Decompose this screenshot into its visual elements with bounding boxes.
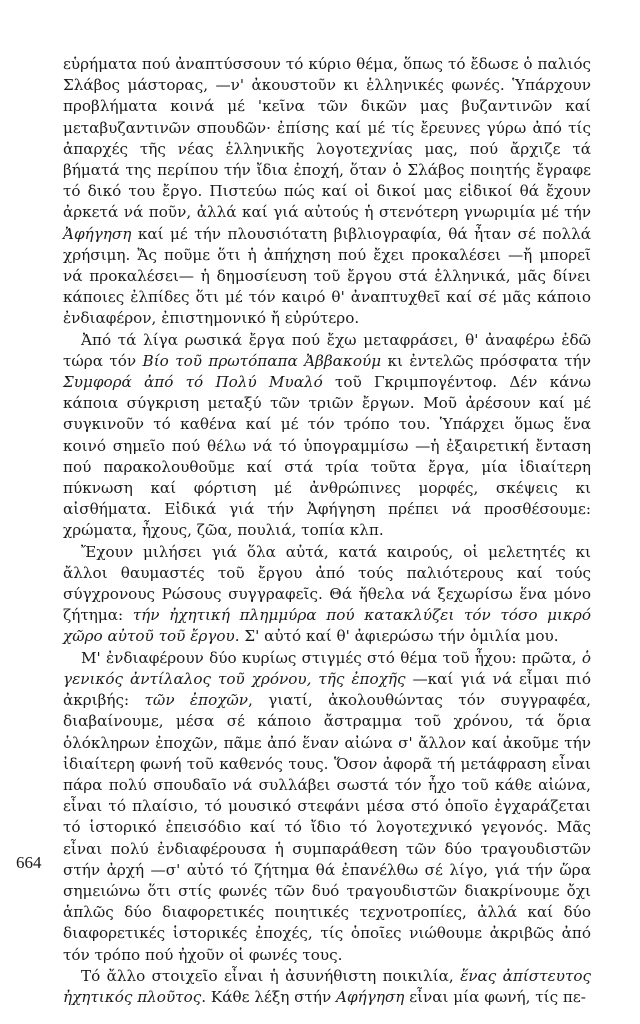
text-run: —καί γιά νά εἶμαι πιό ἀκριβής:	[63, 669, 592, 710]
italic-run: τῶν ἐποχῶν	[144, 691, 249, 710]
italic-run: Συμφορά ἀπό τό Πολύ Μυαλό	[63, 373, 323, 392]
text-run: Τό ἄλλο στοιχεῖο εἶναι ἡ ἀσυνήθιστη ποικιλία,	[81, 966, 461, 985]
paragraph	[63, 966, 591, 1008]
text-run: καί μέ τήν πλουσιότατη βιβλιογραφία, θά ἦταν σέ πολλά χρήσιμη. Ἄς ποῦμε ὅτι ἡ ἀπήχηση πού ἔχει προκαλέσει —ἤ μπορεῖ νά προκαλέσει— ἡ δημοσίευση τοῦ ἔργου στά ἑλληνικά, μᾶς δίνει κάποιες ἐλπίδες ὅτι μέ τόν καιρό θ' ἀναπτυχθεῖ καί σέ μᾶς κάποιο ἐνδιαφέρον, ἐπιστημονικό ἤ εὐρύτερο.	[63, 224, 591, 328]
italic-run: Βίο τοῦ πρωτόπαπα Ἀββακούμ	[142, 351, 382, 370]
paragraph	[63, 54, 591, 330]
text-run: εἶναι μία φωνή, τίς πε-	[404, 987, 586, 1006]
italic-run: Αφήγηση	[336, 987, 405, 1006]
paragraph	[63, 542, 591, 648]
paragraph	[63, 330, 591, 542]
body-text	[63, 54, 591, 1008]
text-run: Ἔχουν μιλήσει γιά ὅλα αὐτά, κατά καιρούς, οἱ μελετητές κι ἄλλοι θαυμαστές τοῦ ἔργου ἀπό τούς παλιότερους καί τούς σύγχρονους Ρώσους συγγραφεῖς. Θά ἤθελα νά ξεχωρίσω ἕνα μόνο ζήτημα:	[63, 542, 591, 625]
italic-run: τήν ἠχητική πλημμύρα πού κατακλύζει τόν τόσο μικρό χῶρο αὐτοῦ τοῦ ἔργου	[63, 606, 591, 646]
text-run: Ἀπό τά λίγα ρωσικά ἔργα πού ἔχω μεταφράσει, θ' ἀναφέρω ἐδῶ τώρα τόν	[63, 330, 591, 370]
text-run: . Κάθε λέξη στήν	[201, 987, 337, 1006]
text-run: εὑρήματα πού ἀναπτύσσουν τό κύριο θέμα, ὅπως τό ἔδωσε ὁ παλιός Σλάβος μάστορας, —ν' ἀκουστοῦν κι ἑλληνικές φωνές. Ὑπάρχουν προβλήματα κοινά μέ 'κεῖνα τῶν δικῶν μας βυζαντινῶν καί μεταβυζαντινῶν σπουδῶν· ἐπίσης καί μέ τίς ἔρευνες γύρω ἀπό τίς ἀπαρχές τῆς νέας ἑλληνικῆς λογοτεχνίας μας, πού ἄρχιζε τά βήματά της περίπου τήν ἴδια ἐποχή, ὅταν ὁ Σλάβος ποιητής ἔγραφε τό δικό του ἔργο. Πιστεύω πώς καί οἱ δικοί μας εἰδικοί θά ἔχουν ἀρκετά νά ποῦν, ἀλλά καί γιά αὐτούς ἡ στενότερη γνωριμία μέ τήν	[63, 55, 591, 222]
page-number: 664	[16, 853, 42, 872]
text-run: . Σ' αὐτό καί θ' ἀφιερώσω τήν ὁμιλία μου.	[234, 627, 559, 646]
paragraph	[63, 648, 591, 966]
text-run: κι ἐντελῶς πρόσφατα τήν	[381, 351, 592, 370]
italic-run: ἕνας ἀπίστευτος ἠχητικός πλοῦτος	[63, 966, 591, 1006]
text-run: , γιατί, ἀκολουθώντας τόν συγγραφέα, διαβαίνουμε, μέσα σέ κάποιο ἄστραμμα τοῦ χρόνου, τά ὅρια ὁλόκληρων ἐποχῶν, πᾶμε ἀπό ἕναν αἰώνα σ' ἄλλον καί ἀκοῦμε τήν ἰδιαίτερη φωνή τοῦ καθενός τους. Ὅσον ἀφορᾶ τή μετάφραση εἶναι πάρα πολύ σπουδαῖο νά συλλάβει σωστά τόν ἦχο τοῦ κάθε αἰώνα, εἶναι τό πλαίσιο, τό μουσικό στεφάνι μέσα στό ὁποῖο ἐγχαράζεται τό ἱστορικό ἐπεισόδιο καί τό ἴδιο τό λογοτεχνικό γεγονός. Μᾶς εἶναι πολύ ἐνδιαφέρουσα ἡ συμπαράθεση τῶν δύο τραγουδιστῶν στήν ἀρχή —σ' αὐτό τό ζήτημα θά ἐπανέλθω σέ λίγο, γιά τήν ὥρα σημειώνω ὅτι στίς φωνές τῶν δυό τραγουδιστῶν διακρίνουμε ὄχι ἁπλῶς δύο διαφορετικές ποιητικές τεχνοτροπίες, ἀλλά καί δύο διαφορετικές ἱστορικές ἐποχές, τίς ὁποῖες νιώθουμε ἀκριβῶς ἀπό τόν τρόπο πού ἠχοῦν οἱ φωνές τους.	[63, 691, 591, 964]
text-run: Μ' ἐνδιαφέρουν δύο κυρίως στιγμές στό θέμα τοῦ ἦχου: πρῶτα,	[81, 648, 582, 667]
italic-run: Ἀφήγηση	[63, 224, 132, 243]
italic-run: ὁ γενικός ἀντίλαλος τοῦ χρόνου, τῆς ἐποχῆς	[63, 648, 591, 688]
text-run: τοῦ Γκριμπογέντοφ. Δέν κάνω κάποια σύγκριση μεταξύ τῶν τριῶν ἔργων. Μοῦ ἀρέσουν καί μέ συγκινοῦν τό καθένα καί μέ τόν τρόπο του. Ὑπάρχει ὅμως ἕνα κοινό σημεῖο πού θέλω νά τό ὑπογραμμίσω —ἡ ἐξαιρετική ἔνταση πού παρακολουθοῦμε καί στά τρία τοῦτα ἔργα, μία ἰδιαίτερη πύκνωση καί φόρτιση μέ ἀνθρώπινες μορφές, σκέψεις κι αἰσθήματα. Εἰδικά γιά τήν Ἀφήγηση πρέπει νά προσθέσουμε: χρώματα, ἦχους, ζῶα, πουλιά, τοπία κλπ.	[63, 373, 591, 540]
